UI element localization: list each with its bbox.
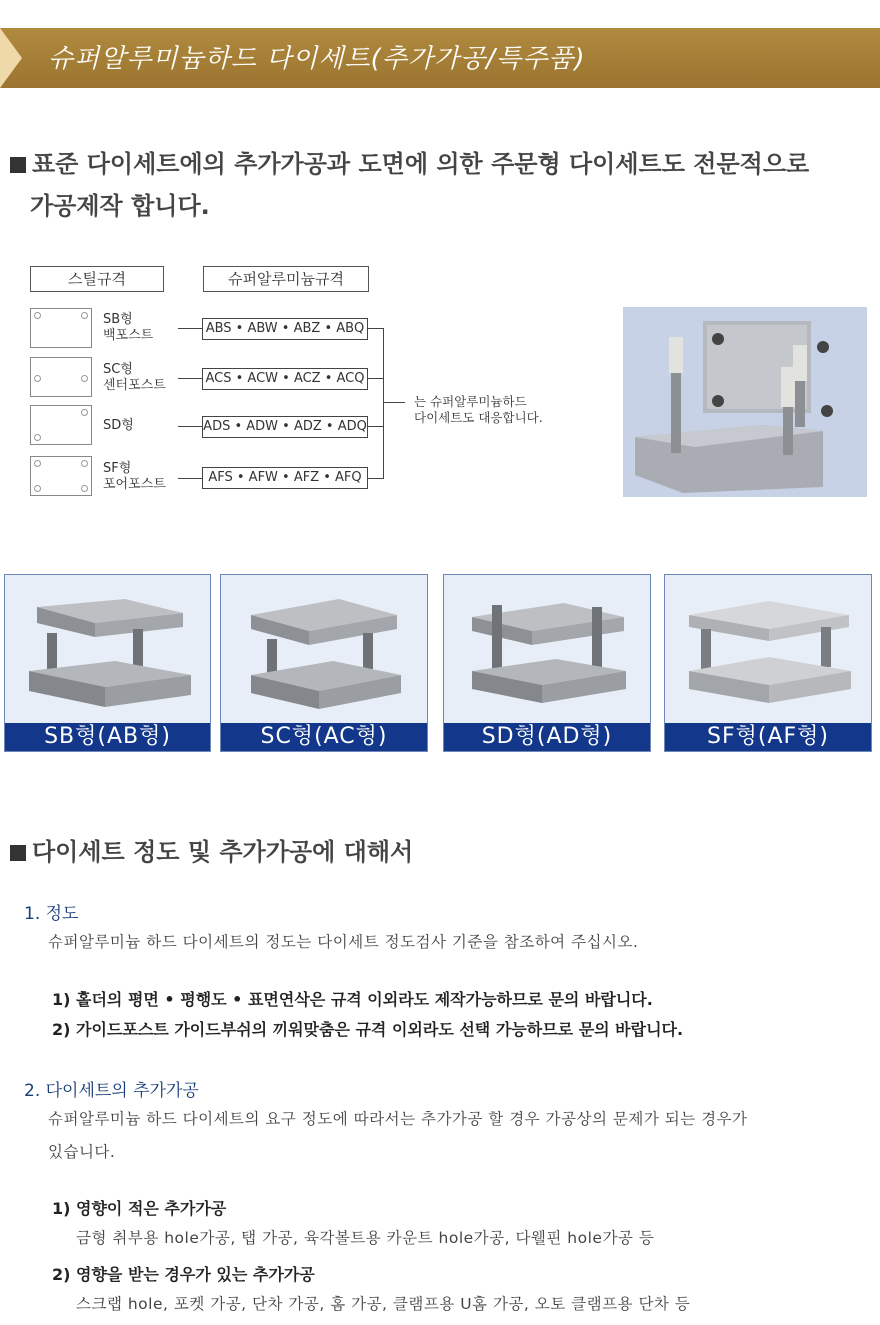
product-label-sf: SF형(AF형) (665, 723, 871, 751)
plate-sf-icon (30, 456, 92, 496)
section2-title: 다이세트 정도 및 추가가공에 대해서 (32, 838, 414, 866)
product-label-sb: SB형(AB형) (5, 723, 210, 751)
plate-sb-icon (30, 308, 92, 348)
subsection-1-text: 슈퍼알루미늄 하드 다이세트의 정도는 다이세트 정도검사 기준을 참조하여 주십시오. (48, 933, 639, 951)
subsection-1-item-2: 2) 가이드포스트 가이드부쉬의 끼워맞춤은 규격 이외라도 선택 가능하므로 문의 바랍니다. (52, 1020, 684, 1039)
bracket-line (367, 328, 383, 329)
code-box-af: AFS • AFW • AFZ • AFQ (202, 467, 368, 489)
section2-heading (10, 832, 413, 872)
connector-line (178, 426, 203, 427)
dieset-sf-image (665, 575, 871, 723)
steel-spec-label: 스틸규격 (30, 266, 164, 292)
subsection-2-title: 2. 다이세트의 추가가공 (24, 1081, 199, 1101)
dieset-sb-image (5, 575, 210, 723)
bracket-line (383, 402, 405, 403)
plate-sd-icon (30, 405, 92, 445)
product-card-sd (443, 574, 651, 752)
dieset-sc-image (221, 575, 427, 723)
plate-sc-icon (30, 357, 92, 397)
product-card-sc (220, 574, 428, 752)
subsection-1-title: 1. 정도 (24, 904, 79, 924)
page-title: 슈퍼알루미늄하드 다이세트(추가가공/특주품) (48, 44, 586, 74)
type-sb-label: SB형 백포스트 (103, 312, 154, 343)
bracket-line (367, 426, 383, 427)
intro-heading (10, 144, 870, 184)
intro-line-1: 표준 다이세트에의 추가가공과 도면에 의한 주문형 다이세트도 전문적으로 (32, 150, 810, 178)
subsection-2-item-1-title: 1) 영향이 적은 추가가공 (52, 1199, 227, 1218)
subsection-1-item-1: 1) 홀더의 평면 • 평행도 • 표면연삭은 규격 이외라도 제작가능하므로 문의 바랍니다. (52, 990, 653, 1009)
header-arrow-icon (0, 28, 22, 88)
bracket-note: 는 슈퍼알루미늄하드 다이세트도 대응합니다. (414, 394, 543, 425)
code-box-ad: ADS • ADW • ADZ • ADQ (202, 416, 368, 438)
connector-line (178, 378, 203, 379)
product-card-sb (4, 574, 211, 752)
dieset-sd-image (444, 575, 650, 723)
bracket-line (367, 478, 383, 479)
subsection-2-text-2: 있습니다. (48, 1143, 116, 1161)
square-bullet-icon (10, 157, 26, 173)
square-bullet-icon (10, 845, 26, 861)
aluminum-spec-label: 슈퍼알루미늄규격 (203, 266, 369, 292)
custom-dieset-photo (623, 307, 867, 497)
page-header-bar (0, 28, 880, 88)
intro-line-2: 가공제작 합니다. (30, 192, 210, 220)
type-sd-label: SD형 (103, 418, 134, 433)
type-sc-label: SC형 센터포스트 (103, 362, 166, 393)
bracket-line (367, 378, 383, 379)
bracket-line (383, 328, 384, 479)
connector-line (178, 478, 203, 479)
product-label-sc: SC형(AC형) (221, 723, 427, 751)
subsection-2-text-1: 슈퍼알루미늄 하드 다이세트의 요구 정도에 따라서는 추가가공 할 경우 가공상의 문제가 되는 경우가 (48, 1110, 748, 1128)
code-box-ac: ACS • ACW • ACZ • ACQ (202, 368, 368, 390)
type-sf-label: SF형 포어포스트 (103, 461, 166, 492)
product-card-sf (664, 574, 872, 752)
connector-line (178, 328, 203, 329)
product-label-sd: SD형(AD형) (444, 723, 650, 751)
subsection-2-item-2-title: 2) 영향을 받는 경우가 있는 추가가공 (52, 1265, 315, 1284)
code-box-ab: ABS • ABW • ABZ • ABQ (202, 318, 368, 340)
subsection-2-item-1-text: 금형 취부용 hole가공, 탭 가공, 육각볼트용 카운트 hole가공, 다웰핀 hole가공 등 (76, 1229, 655, 1247)
subsection-2-item-2-text: 스크랩 hole, 포켓 가공, 단차 가공, 홈 가공, 클램프용 U홈 가공, 오토 클램프용 단차 등 (76, 1295, 691, 1313)
